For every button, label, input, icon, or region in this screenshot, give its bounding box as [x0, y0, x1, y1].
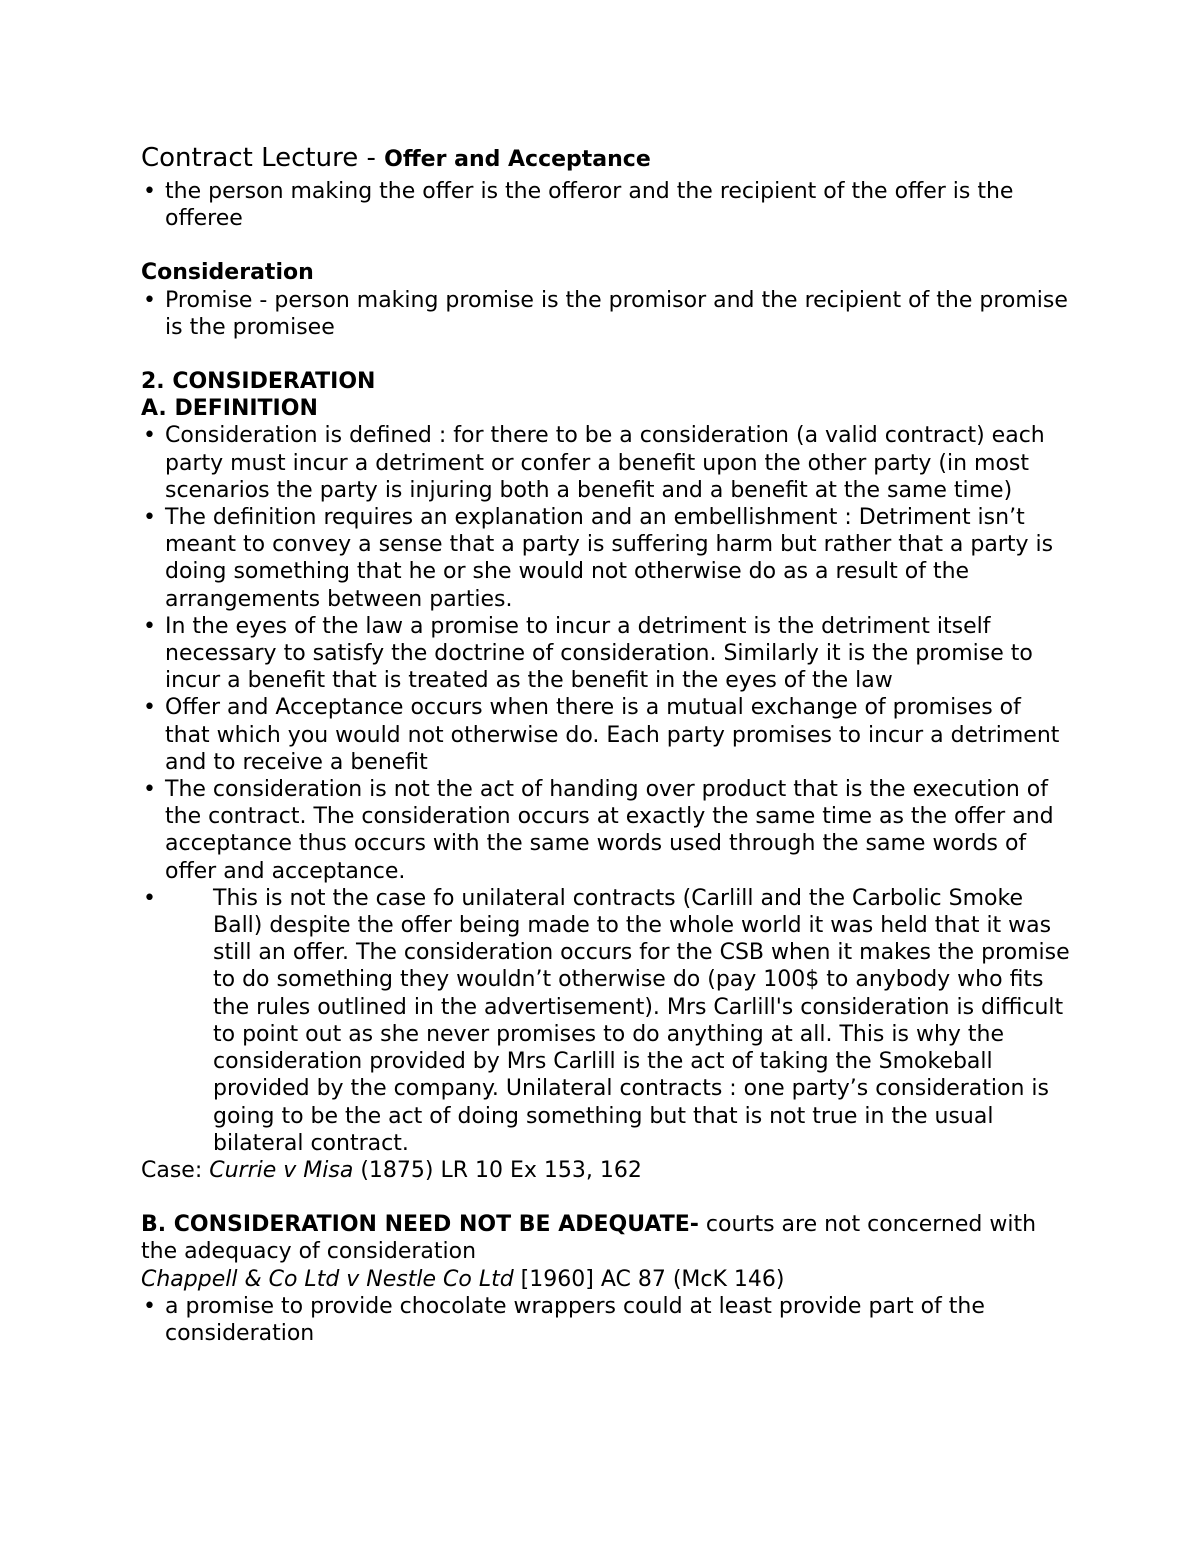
case-name: Currie v Misa [209, 1157, 354, 1183]
bullet-icon: • [143, 885, 156, 911]
consideration-bullet-list [141, 287, 1071, 341]
bullet-icon: • [143, 695, 156, 721]
title-subtitle: Offer and Acceptance [384, 147, 651, 172]
list-item-text: In the eyes of the law a promise to incur a detriment is the detriment itself necessary to satisfy the doctrine of consideration. Similarly it is the promise to incur a benefit that is treated as the benefit in the eyes of the law [165, 613, 1033, 694]
spacer [141, 232, 1071, 259]
list-item-text: This is not the case fo unilateral contracts (Carlill and the Carbolic Smoke Ball) despite the offer being made to the whole world it was held that it was still an offer. The consideration occurs for the CSB when it makes the promise to do something they wouldn’t otherwise do (pay 100$ to anybody who fits the rules outlined in the advertisement). Mrs Carlill's consideration is difficult to point out as she never promises to do anything at all. This is why the consideration provided by Mrs Carlill is the act of taking the Smokeball provided by the company. Unilateral contracts : one party’s consideration is going to be the act of doing something but that is not true in the usual bilateral contract. [213, 885, 1070, 1156]
bullet-icon: • [143, 287, 156, 313]
list-item-text: The definition requires an explanation and an embellishment : Detriment isn’t meant to convey a sense that a party is suffering harm but rather that a party is doing something that he or she would not otherwise do as a result of the arrangements between parties. [165, 505, 1054, 612]
bullet-icon: • [143, 1293, 156, 1319]
list-item [141, 178, 1071, 232]
list-item [141, 422, 1071, 504]
definition-bullet-list [141, 422, 1071, 1156]
bullet-icon: • [143, 423, 156, 449]
list-item-text: Offer and Acceptance occurs when there is a mutual exchange of promises of that which you would not otherwise do. Each party promises to incur a detriment and to receive a benefit [165, 695, 1060, 775]
case-reference [141, 1157, 1071, 1184]
case-label: Case: [141, 1157, 210, 1183]
chappell-case-reference [141, 1266, 1071, 1293]
intro-bullet-list [141, 178, 1071, 232]
list-item [141, 504, 1071, 613]
spacer [141, 341, 1071, 368]
bullet-icon: • [143, 505, 156, 531]
consideration-heading: Consideration [141, 260, 314, 286]
section-2-heading: 2. CONSIDERATION [141, 369, 376, 395]
list-item [141, 776, 1071, 885]
list-item-text: The consideration is not the act of handing over product that is the execution of the contract. The consideration occurs at exactly the same time as the offer and acceptance thus occurs with the same words used through the same words of offer and acceptance. [165, 777, 1054, 884]
section-a-heading: A. DEFINITION [141, 396, 318, 422]
title-main: Contract Lecture - [141, 143, 385, 173]
section-b-heading: B. CONSIDERATION NEED NOT BE ADEQUATE- [141, 1212, 699, 1238]
section-b-text: courts are not concerned with the adequacy of consideration [141, 1212, 1037, 1265]
list-item-unilateral [141, 885, 1071, 1157]
document-title [141, 140, 1071, 178]
case-citation: (1875) LR 10 Ex 153, 162 [353, 1157, 642, 1183]
document-page [141, 140, 1071, 1347]
chappell-bullet-list [141, 1293, 1071, 1347]
list-item-text: a promise to provide chocolate wrappers could at least provide part of the consideration [165, 1293, 985, 1346]
list-item-text: Promise - person making promise is the promisor and the recipient of the promise is the promisee [165, 287, 1068, 340]
list-item [141, 287, 1071, 341]
list-item-text: the person making the offer is the offeror and the recipient of the offer is the offeree [165, 179, 1014, 232]
bullet-icon: • [143, 179, 156, 204]
list-item [141, 1293, 1071, 1347]
chappell-case-citation: [1960] AC 87 (McK 146) [513, 1266, 785, 1292]
list-item [141, 694, 1071, 776]
list-item [141, 613, 1071, 695]
chappell-case-name: Chappell & Co Ltd v Nestle Co Ltd [141, 1266, 514, 1292]
spacer [141, 1184, 1071, 1211]
bullet-icon: • [143, 777, 156, 803]
section-b-paragraph [141, 1211, 1071, 1265]
list-item-text: Consideration is defined : for there to be a consideration (a valid contract) each party must incur a detriment or confer a benefit upon the other party (in most scenarios the party is injuring both a benefit and a benefit at the same time) [165, 423, 1045, 503]
bullet-icon: • [143, 613, 156, 639]
